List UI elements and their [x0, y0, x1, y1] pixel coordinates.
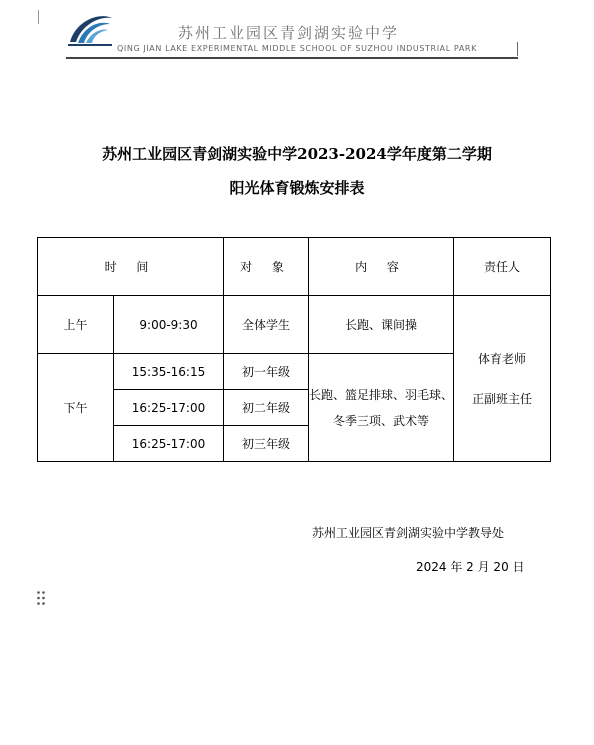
- target-cell: 全体学生: [224, 296, 309, 354]
- header-responsible: 责任人: [454, 238, 551, 296]
- header-content: 内 容: [309, 238, 454, 296]
- header-rule: [66, 57, 518, 59]
- content-cell: 长跑、篮足排球、羽毛球、冬季三项、武术等: [309, 354, 454, 462]
- document-subtitle: 阳光体育锻炼安排表: [229, 179, 365, 197]
- school-logo: [66, 12, 114, 48]
- school-name-cn: 苏州工业园区青剑湖实验中学: [178, 24, 400, 42]
- schedule-table: [37, 237, 551, 462]
- target-cell: 初三年级: [224, 426, 309, 462]
- time-cell: 15:35-16:15: [114, 354, 224, 390]
- issue-date: 2024 年 2 月 20 日: [416, 560, 525, 574]
- header-target: 对 象: [224, 238, 309, 296]
- document-title: 苏州工业园区青剑湖实验中学2023-2024学年度第二学期: [102, 145, 492, 163]
- target-cell: 初一年级: [224, 354, 309, 390]
- margin-mark-left: [38, 10, 39, 24]
- time-cell: 16:25-17:00: [114, 390, 224, 426]
- issuing-office: 苏州工业园区青剑湖实验中学教导处: [312, 526, 505, 540]
- school-name-en: QING JIAN LAKE EXPERIMENTAL MIDDLE SCHOOL OF SUZHOU INDUSTRIAL PARK: [117, 44, 477, 53]
- time-cell: 16:25-17:00: [114, 426, 224, 462]
- table-header-row: [38, 238, 551, 296]
- table-row: [38, 296, 551, 354]
- content-cell: 长跑、课间操: [309, 296, 454, 354]
- responsible-cell: [454, 296, 551, 462]
- period-morning: 上午: [38, 296, 114, 354]
- page-header: [0, 0, 594, 70]
- responsible-line1: 体育老师: [478, 351, 527, 366]
- target-cell: 初二年级: [224, 390, 309, 426]
- time-cell: 9:00-9:30: [114, 296, 224, 354]
- header-time: 时 间: [38, 238, 224, 296]
- responsible-line2: 正副班主任: [472, 391, 533, 406]
- drag-handle-icon[interactable]: [36, 590, 46, 606]
- period-afternoon: 下午: [38, 354, 114, 462]
- margin-mark-right: [517, 42, 518, 56]
